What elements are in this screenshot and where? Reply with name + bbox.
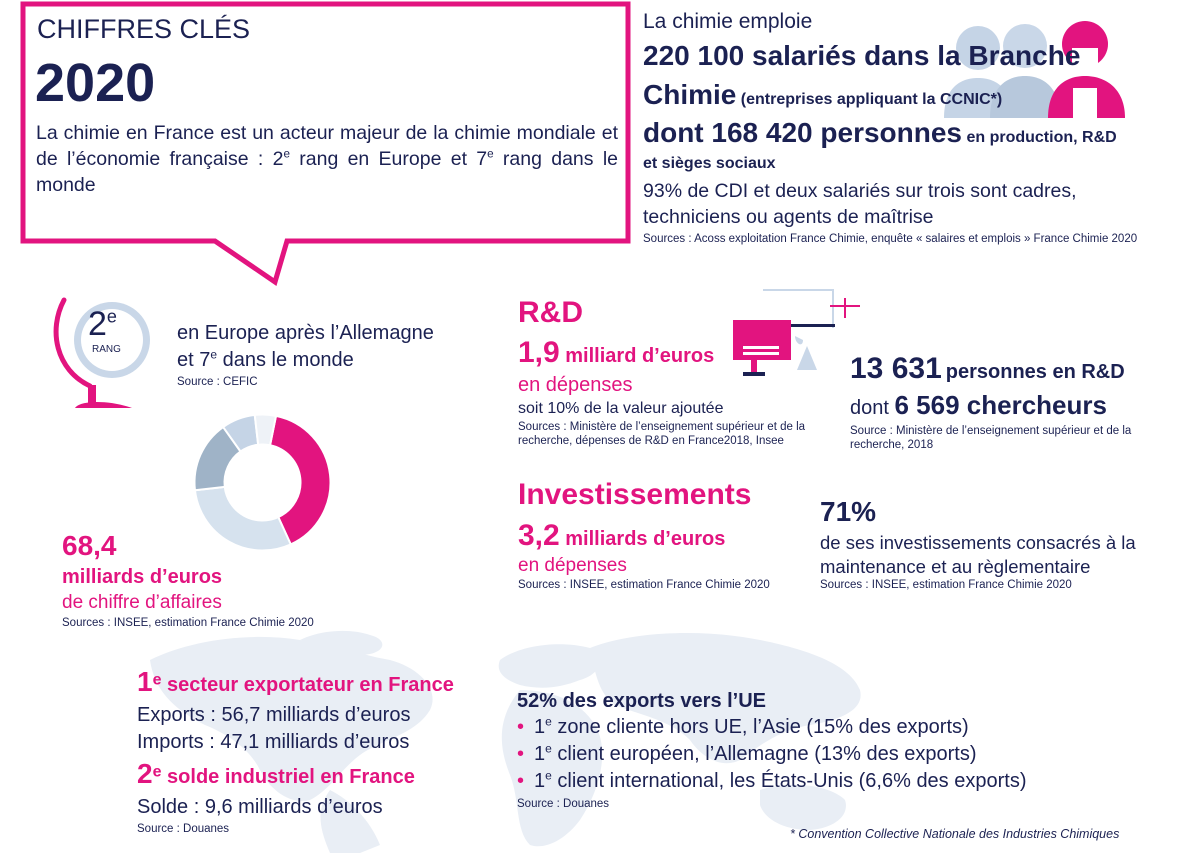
employment-cdi-line1: 93% de CDI et deux salariés sur trois sont cadres, bbox=[643, 180, 1077, 202]
rd-label: en dépenses bbox=[518, 374, 633, 396]
exports-item: • 1e client international, les États-Unis (6,6% des exports) bbox=[517, 768, 1027, 792]
exports-item: • 1e zone cliente hors UE, l’Asie (15% des exports) bbox=[517, 714, 969, 738]
rd-source: Sources : Ministère de l’enseignement supérieur et de la recherche, dépenses de R&D en France2018, Insee bbox=[518, 421, 806, 447]
keyfigures-title: CHIFFRES CLÉS bbox=[37, 14, 251, 44]
exports-title: 52% des exports vers l’UE bbox=[517, 690, 767, 712]
revenue-donut-chart bbox=[190, 410, 335, 555]
trade-source: Source : Douanes bbox=[137, 823, 230, 835]
rd-amount: 1,9 milliard d’euros bbox=[518, 336, 715, 369]
trade-rank1: 1e secteur exportateur en France bbox=[137, 666, 454, 697]
revenue-label: de chiffre d’affaires bbox=[62, 592, 222, 613]
trade-imports: Imports : 47,1 milliards d’euros bbox=[137, 731, 410, 753]
invest-pct-line1: de ses investissements consacrés à la bbox=[820, 532, 1136, 553]
trade-exports: Exports : 56,7 milliards d’euros bbox=[137, 704, 411, 726]
rd-researchers: dont 6 569 chercheurs bbox=[850, 390, 1107, 420]
employment-headcount: 220 100 salariés dans la Branche bbox=[643, 40, 1081, 71]
employment-production: dont 168 420 personnes en production, R&D bbox=[643, 117, 1117, 148]
invest-source: Sources : INSEE, estimation France Chimie 2020 bbox=[518, 579, 770, 591]
rank-line2: et 7e dans le monde bbox=[177, 347, 354, 371]
rd-title: R&D bbox=[518, 296, 583, 329]
donut-slice bbox=[195, 487, 291, 551]
invest-title: Investissements bbox=[518, 478, 752, 511]
employment-intro: La chimie emploie bbox=[643, 10, 813, 33]
rank-badge-number: 2e bbox=[88, 305, 117, 343]
rank-line1: en Europe après l’Allemagne bbox=[177, 322, 434, 344]
invest-label: en dépenses bbox=[518, 555, 627, 576]
invest-amount: 3,2 milliards d’euros bbox=[518, 519, 726, 552]
keyfigures-year: 2020 bbox=[35, 53, 156, 113]
exports-source: Source : Douanes bbox=[517, 798, 610, 810]
keyfigures-text: La chimie en France est un acteur majeur de la chimie mondiale et de l’économie française : 2e rang en Europe et 7e rang dans le monde bbox=[36, 122, 618, 196]
exports-item: • 1e client européen, l’Allemagne (13% des exports) bbox=[517, 741, 977, 765]
lab-illustration bbox=[725, 288, 865, 378]
trade-rank2: 2e solde industriel en France bbox=[137, 758, 415, 789]
rd-source2: Source : Ministère de l’enseignement supérieur et de la recherche, 2018 bbox=[850, 425, 1132, 451]
revenue-value: 68,4 bbox=[62, 530, 117, 561]
employment-source: Sources : Acoss exploitation France Chimie, enquête « salaires et emplois » France Chimie 2020 bbox=[643, 233, 1138, 245]
employment-hq: et sièges sociaux bbox=[643, 155, 776, 172]
rank-source: Source : CEFIC bbox=[177, 376, 258, 388]
employment-branch: Chimie (entreprises appliquant la CCNIC*) bbox=[643, 79, 1003, 110]
invest-pct-source: Sources : INSEE, estimation France Chimie 2020 bbox=[820, 579, 1072, 591]
revenue-source: Sources : INSEE, estimation France Chimie 2020 bbox=[62, 617, 314, 629]
rd-persons: 13 631 personnes en R&D bbox=[850, 352, 1125, 385]
employment-cdi-line2: techniciens ou agents de maîtrise bbox=[643, 206, 934, 228]
trade-balance: Solde : 9,6 milliards d’euros bbox=[137, 796, 383, 818]
footnote: * Convention Collective Nationale des Industries Chimiques bbox=[790, 827, 1120, 841]
invest-pct-line2: maintenance et au règlementaire bbox=[820, 556, 1091, 577]
revenue-unit: milliards d’euros bbox=[62, 566, 223, 588]
invest-pct: 71% bbox=[820, 496, 877, 527]
rd-share: soit 10% de la valeur ajoutée bbox=[518, 400, 724, 417]
rank-badge-label: RANG bbox=[92, 344, 121, 355]
